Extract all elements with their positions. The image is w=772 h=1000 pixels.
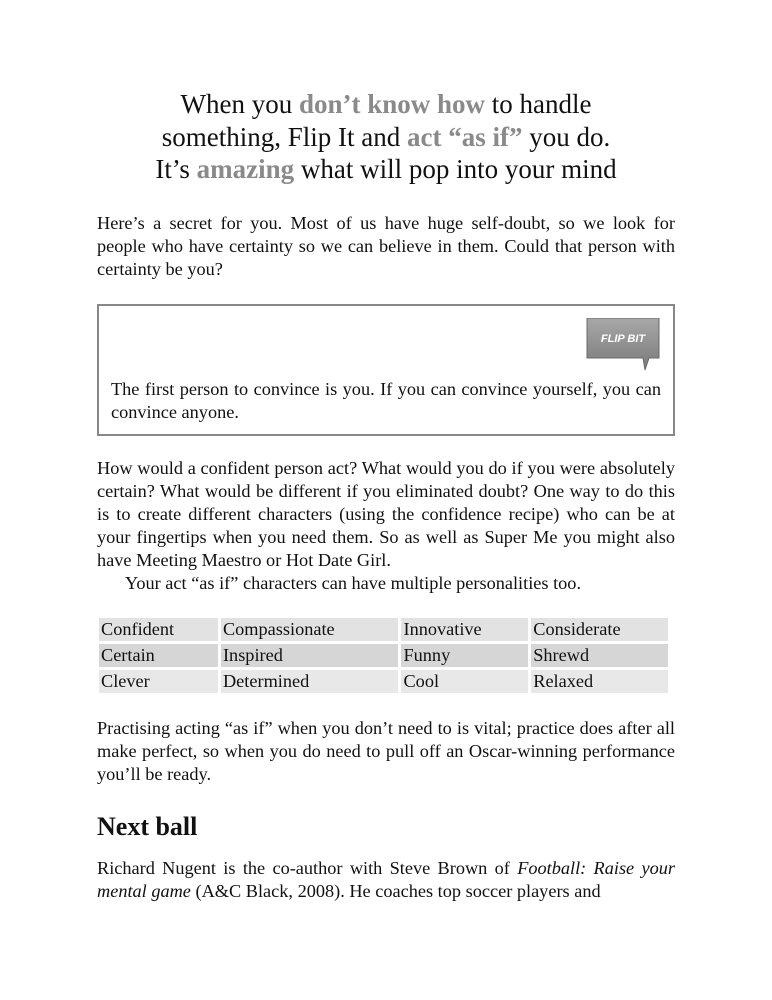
table-cell: Considerate (531, 618, 668, 641)
quote-line-1: When you don’t know how to handle (180, 89, 592, 119)
table-row (99, 644, 668, 667)
practice-paragraph: Practising acting “as if” when you don’t need to is vital; practice does after all make perfect, so when you do need to pull off an Oscar-winning performance you’ll be ready. (97, 718, 675, 784)
table-cell: Cool (401, 670, 528, 693)
traits-table (96, 615, 671, 696)
table-cell: Funny (401, 644, 528, 667)
table-row (99, 618, 668, 641)
quote-highlight: amazing (196, 154, 295, 184)
speech-bubble-badge-icon (585, 318, 661, 374)
author-paragraph: Richard Nugent is the co-author with Steve Brown of Football: Raise your mental game (A&C Black, 2008). He coaches top soccer players and (97, 858, 675, 901)
table-cell: Confident (99, 618, 218, 641)
intro-paragraph: Here’s a secret for you. Most of us have huge self-doubt, so we look for people who have certainty so we can believe in them. Could that person with certainty be you? (97, 213, 675, 279)
table-cell: Determined (221, 670, 399, 693)
table-cell: Shrewd (531, 644, 668, 667)
badge-label: FLIP BIT (600, 333, 646, 345)
quote-highlight: don’t know how (298, 89, 486, 119)
flip-bit-box (97, 304, 675, 436)
paragraph-characters: How would a confident person act? What would you do if you were absolutely certain? What would be different if you eliminated doubt? One way to do this is to create different characters (using the confidence recipe) who can be at your fingertips when you need them. So as well as Super Me you might also have Meeting Maestro or Hot Date Girl. (97, 458, 675, 570)
paragraph-personalities: Your act “as if” characters can have multiple personalities too. (125, 573, 582, 593)
flip-bit-badge (585, 318, 661, 374)
flip-bit-text: The first person to convince is you. If you can convince yourself, you can convince anyone. (111, 379, 661, 422)
quote-highlight: act “as if” (407, 121, 523, 152)
table-cell: Innovative (401, 618, 528, 641)
table-cell: Inspired (221, 644, 399, 667)
table-cell: Certain (99, 644, 218, 667)
table-cell: Compassionate (221, 618, 399, 641)
quote-line-2: something, Flip It and act “as if” you do. (161, 121, 611, 152)
book-title: Football: Raise your mental game (97, 858, 675, 901)
quote-line-3: It’s amazing what will pop into your mind (155, 154, 617, 184)
section-heading: Next ball (97, 812, 198, 841)
table-row (99, 670, 668, 693)
pull-quote (97, 88, 675, 186)
body-section-2 (97, 457, 675, 595)
table-cell: Relaxed (531, 670, 668, 693)
table-cell: Clever (99, 670, 218, 693)
